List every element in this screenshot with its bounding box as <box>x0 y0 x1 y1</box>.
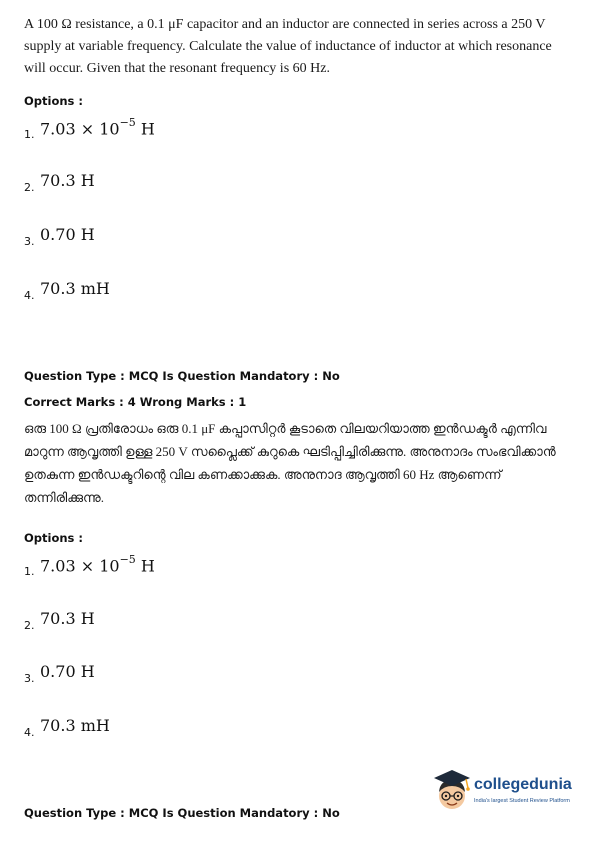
marks-line: Correct Marks : 4 Wrong Marks : 1 <box>24 395 247 409</box>
question-text-malayalam: ഒരു 100 Ω പ്രതിരോധം ഒരു 0.1 μF കപ്പാസിറ്റർ കൂടാതെ വിലയറിയാത്ത ഇൻഡക്ടർ എന്നിവ മാറുന്ന ആവൃത്തി ഉള്ള 250 V സപ്ലൈക്ക് കുറുകെ ഘടിപ്പിച്ചിരിക്കുന്നു. അനുനാദം സംഭവിക്കാൻ ഉതകുന്ന ഇൻഡക്ടറിന്റെ വില കണക്കാക്കുക. അനുനാദ ആവൃത്തി 60 Hz ആണെന്ന് തന്നിരിക്കുന്നു. <box>24 421 556 505</box>
question-type-line: Question Type : MCQ Is Question Mandatory : No <box>24 806 340 820</box>
option-value: $7.03 \times 10^{-5}$ H <box>40 553 155 576</box>
option-number: 4. <box>24 289 35 302</box>
option-value: 70.3 H <box>40 609 95 628</box>
option-number: 2. <box>24 619 35 632</box>
option-number: 4. <box>24 726 35 739</box>
option-number: 1. <box>24 128 35 141</box>
collegedunia-logo <box>432 768 582 818</box>
options-label: Options : <box>24 531 83 545</box>
question-type-line: Question Type : MCQ Is Question Mandatory : No <box>24 369 340 383</box>
options-label: Options : <box>24 94 83 108</box>
option-value: 70.3 mH <box>40 716 110 735</box>
option-value: 0.70 H <box>40 225 95 244</box>
brand-tagline: India's largest Student Review Platform <box>474 798 570 804</box>
brand-name: collegedunia <box>474 776 572 793</box>
option-number: 2. <box>24 181 35 194</box>
option-value: 70.3 H <box>40 171 95 190</box>
option-number: 3. <box>24 235 35 248</box>
option-value: $7.03 \times 10^{-5}$ H <box>40 116 155 139</box>
question-text: A 100 Ω resistance, a 0.1 μF capacitor and an inductor are connected in series across a 250 V supply at variable frequency. Calculate the value of inductance of inductor at which resonance will occur. Given that the resonant frequency is 60 Hz. <box>24 17 552 76</box>
option-number: 3. <box>24 672 35 685</box>
option-number: 1. <box>24 565 35 578</box>
option-value: 70.3 mH <box>40 279 110 298</box>
option-value: 0.70 H <box>40 662 95 681</box>
mascot-icon <box>432 768 472 814</box>
